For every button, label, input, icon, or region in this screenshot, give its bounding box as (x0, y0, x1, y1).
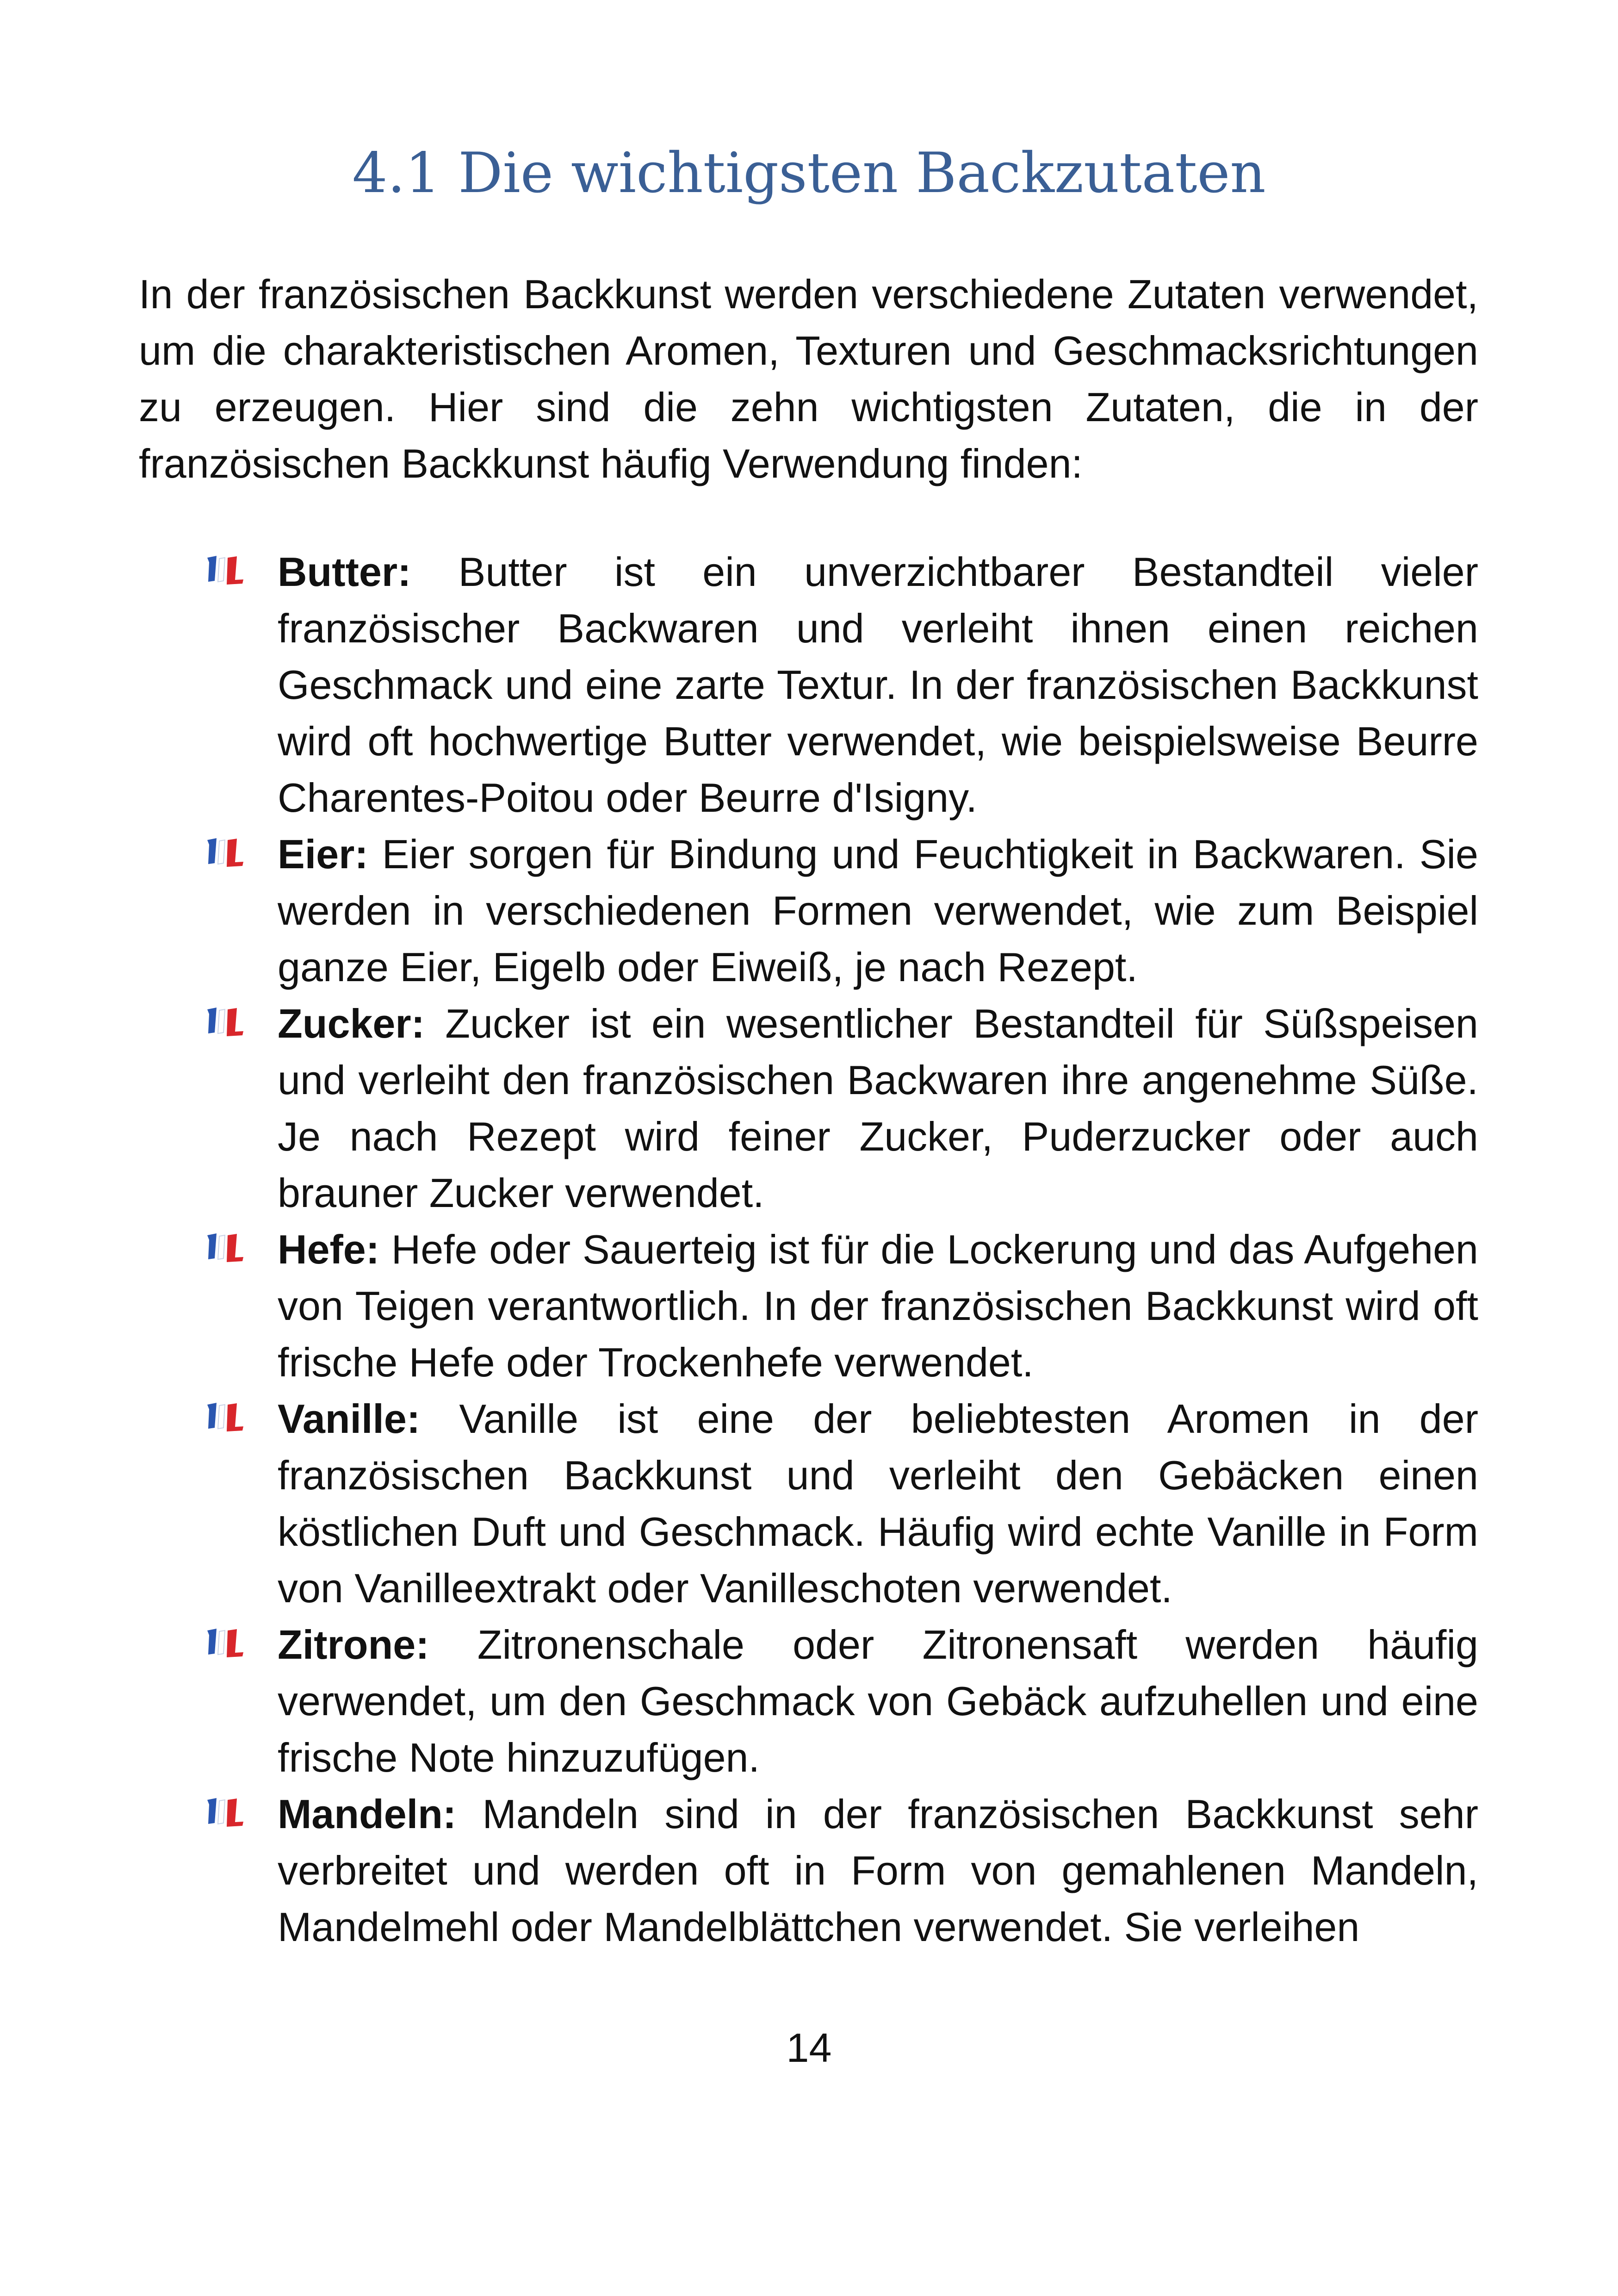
ingredient-term: Vanille: (278, 1396, 421, 1442)
ingredient-description: Zucker ist ein wesentlicher Bestandteil für Süßspeisen und verleiht den französischen Backwaren ihre angenehme Süße. Je nach Rezept wird feiner Zucker, Puderzucker oder auch brauner Zucker verwendet. (278, 1001, 1478, 1216)
ingredient-term: Butter: (278, 549, 411, 595)
ingredient-description: Vanille ist eine der beliebtesten Aromen in der französischen Backkunst und verleiht den Gebäcken einen köstlichen Duft und Geschmack. Häufig wird echte Vanille in Form von Vanilleextrakt oder Vanilleschoten verwendet. (278, 1396, 1478, 1611)
french-flag-bullet-icon (204, 1796, 245, 1829)
list-item (139, 996, 1478, 1221)
ingredient-description: Eier sorgen für Bindung und Feuchtigkeit in Backwaren. Sie werden in verschiedenen Formen verwendet, wie zum Beispiel ganze Eier, Eigelb oder Eiweiß, je nach Rezept. (278, 831, 1478, 990)
list-item (139, 826, 1478, 996)
ingredient-description: Mandeln sind in der französischen Backkunst sehr verbreitet und werden oft in Form von gemahlenen Mandeln, Mandelmehl oder Mandelblättchen verwendet. Sie verleihen (278, 1791, 1478, 1950)
list-item (139, 1221, 1478, 1391)
intro-paragraph: In der französischen Backkunst werden verschiedene Zutaten verwendet, um die charakteristischen Aromen, Texturen und Geschmacksrichtungen zu erzeugen. Hier sind die zehn wichtigsten Zutaten, die in der französischen Backkunst häufig Verwendung finden: (139, 271, 1478, 486)
ingredient-term: Zitrone: (278, 1622, 429, 1668)
ingredient-description: Butter ist ein unverzichtbarer Bestandteil vieler französischer Backwaren und verleiht ihnen einen reichen Geschmack und eine zarte Textur. In der französischen Backkunst wird oft hochwertige Butter verwendet, wie beispielsweise Beurre Charentes-Poitou oder Beurre d'Isigny. (278, 549, 1478, 821)
ingredient-description: Zitronenschale oder Zitronensaft werden häufig verwendet, um den Geschmack von Gebäck aufzuhellen und eine frische Note hinzuzufügen. (278, 1622, 1478, 1780)
french-flag-bullet-icon (204, 554, 245, 586)
ingredient-term: Zucker: (278, 1001, 425, 1046)
page-number: 14 (786, 2025, 832, 2071)
french-flag-bullet-icon (204, 1401, 245, 1433)
list-item (139, 1786, 1478, 1955)
list-item (139, 1391, 1478, 1617)
french-flag-bullet-icon (204, 1006, 245, 1038)
ingredient-term: Mandeln: (278, 1791, 457, 1837)
ingredient-list (139, 544, 1478, 1955)
ingredient-description: Hefe oder Sauerteig ist für die Lockerung und das Aufgehen von Teigen verantwortlich. In der französischen Backkunst wird oft frische Hefe oder Trockenhefe verwendet. (278, 1226, 1478, 1385)
ingredient-term: Hefe: (278, 1226, 380, 1272)
list-item (139, 544, 1478, 826)
section-heading: 4.1 Die wichtigsten Backzutaten (352, 141, 1266, 205)
list-item (139, 1617, 1478, 1786)
ingredient-term: Eier: (278, 831, 368, 877)
french-flag-bullet-icon (204, 1232, 245, 1264)
french-flag-bullet-icon (204, 836, 245, 869)
french-flag-bullet-icon (204, 1627, 245, 1659)
